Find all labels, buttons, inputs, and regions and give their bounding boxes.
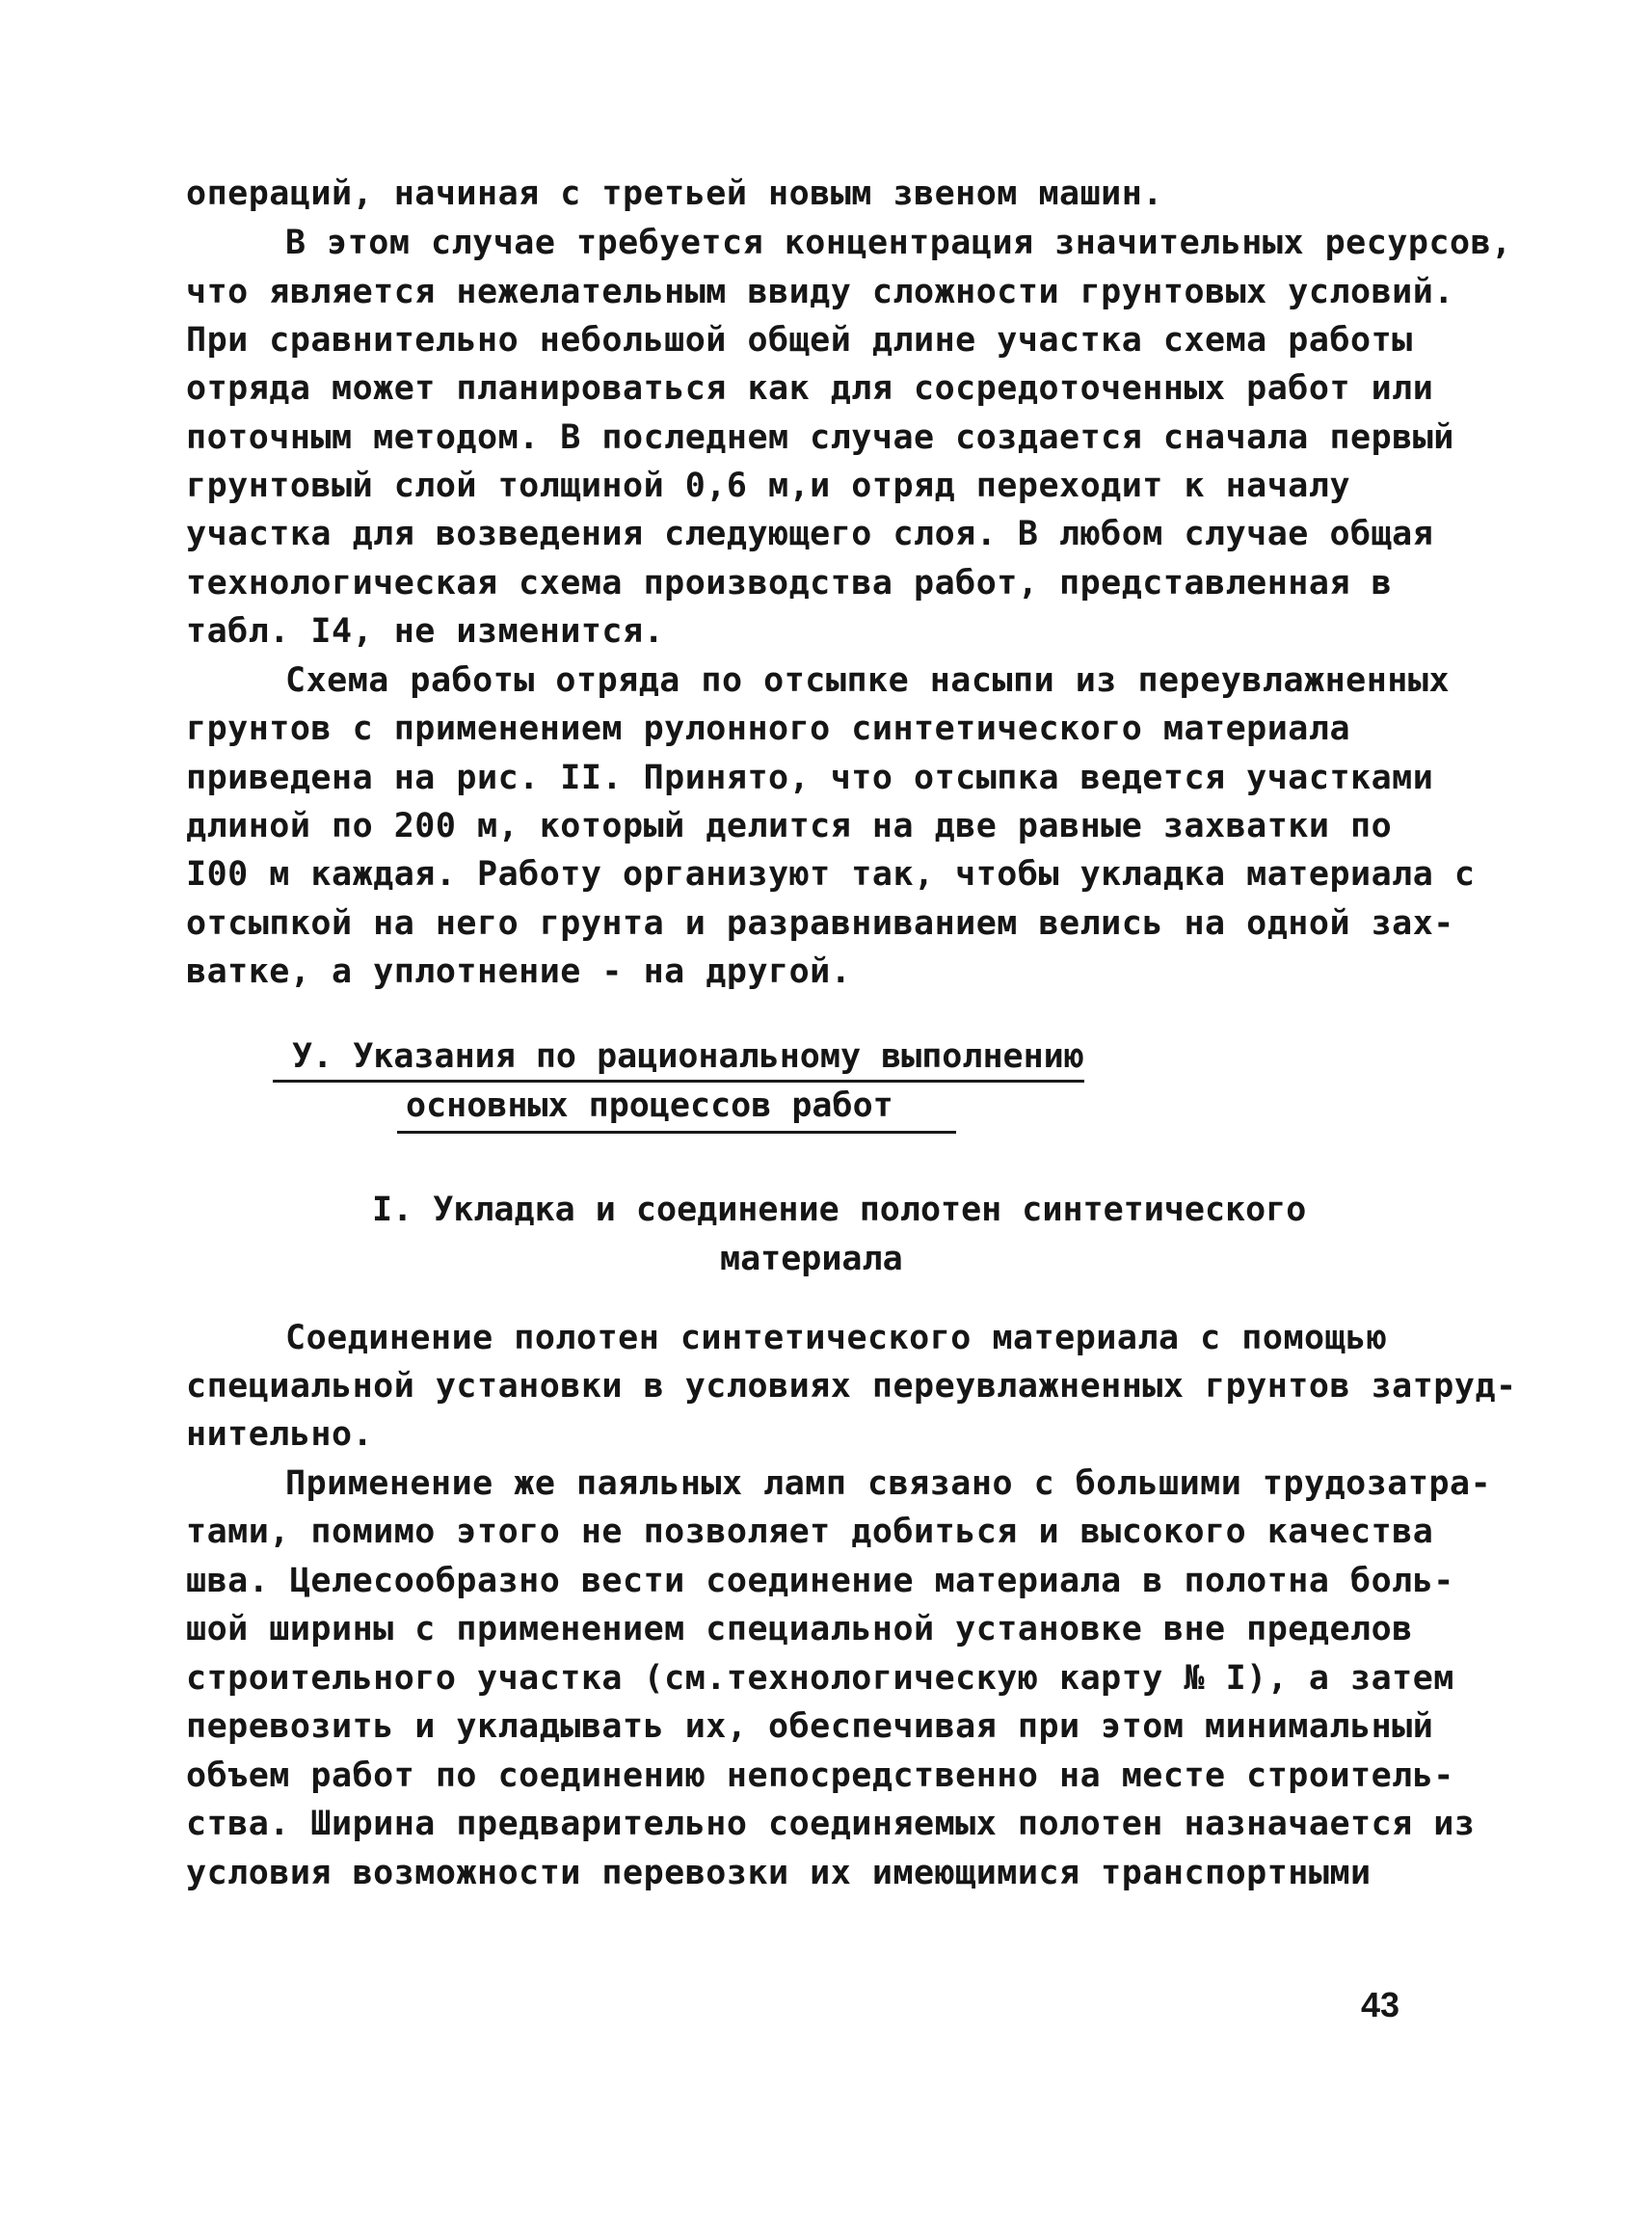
text-line: ства. Ширина предварительно соединяемых полотен назначается из [186,1805,1476,1843]
text-line: специальной установки в условиях переувлажненных грунтов затруд- [186,1367,1517,1406]
text-line: шой ширины с применением специальной установке вне пределов [186,1610,1413,1648]
page-number: 43 [1361,1985,1400,2024]
text-line: При сравнительно небольшой общей длине участка схема работы [186,321,1413,360]
text-line: приведена на рис. II. Принято, что отсыпка ведется участками [186,759,1434,797]
text-line: грунтовый слой толщиной 0,6 м,и отряд переходит к началу [186,467,1351,505]
text-line: табл. I4, не изменится. [186,612,665,651]
text-line: отряда может планироваться как для сосредоточенных работ или [186,369,1434,408]
text-line: Соединение полотен синтетического материала с помощью [285,1319,1388,1357]
text-line: отсыпкой на него грунта и разравниванием велись на одной зах- [186,904,1454,943]
text-line: что является нежелательным ввиду сложности грунтовых условий. [186,273,1454,311]
text-line: строительного участка (см.технологическую карту № I), а затем [186,1659,1454,1698]
text-line: шва. Целесообразно вести соединение материала в полотна боль- [186,1562,1454,1600]
text-line: участка для возведения следующего слоя. В любом случае общая [186,515,1434,553]
section-heading-line-1: У. Указания по рациональному выполнению [292,1037,1084,1076]
text-line: длиной по 200 м, который делится на две равные захватки по [186,807,1393,845]
text-line: тами, помимо этого не позволяет добиться и высокого качества [186,1513,1434,1551]
text-line: перевозить и укладывать их, обеспечивая при этом минимальный [186,1707,1434,1746]
text-line: условия возможности перевозки их имеющимися транспортными [186,1854,1372,1892]
text-line: Схема работы отряда по отсыпке насыпи из переувлажненных [285,661,1451,700]
text-line: ватке, а уплотнение - на другой. [186,952,852,991]
text-line: поточным методом. В последнем случае создается сначала первый [186,418,1454,457]
heading-underline [397,1131,956,1134]
text-line: Применение же паяльных ламп связано с большими трудозатра- [285,1464,1492,1503]
section-heading-line-2: основных процессов работ [406,1086,893,1125]
text-line: объем работ по соединению непосредственно на месте строитель- [186,1756,1454,1795]
subsection-heading-line-2: материала [720,1240,903,1278]
text-line: нительно. [186,1415,374,1454]
text-line: В этом случае требуется концентрация значительных ресурсов, [285,224,1512,262]
text-line: грунтов с применением рулонного синтетического материала [186,710,1351,748]
text-line: операций, начиная с третьей новым звеном машин. [186,174,1163,213]
subsection-heading-line-1: I. Укладка и соединение полотен синтетического [372,1191,1307,1229]
text-line: технологическая схема производства работ, представленная в [186,564,1393,603]
text-line: I00 м каждая. Работу организуют так, чтобы укладка материала с [186,855,1476,894]
